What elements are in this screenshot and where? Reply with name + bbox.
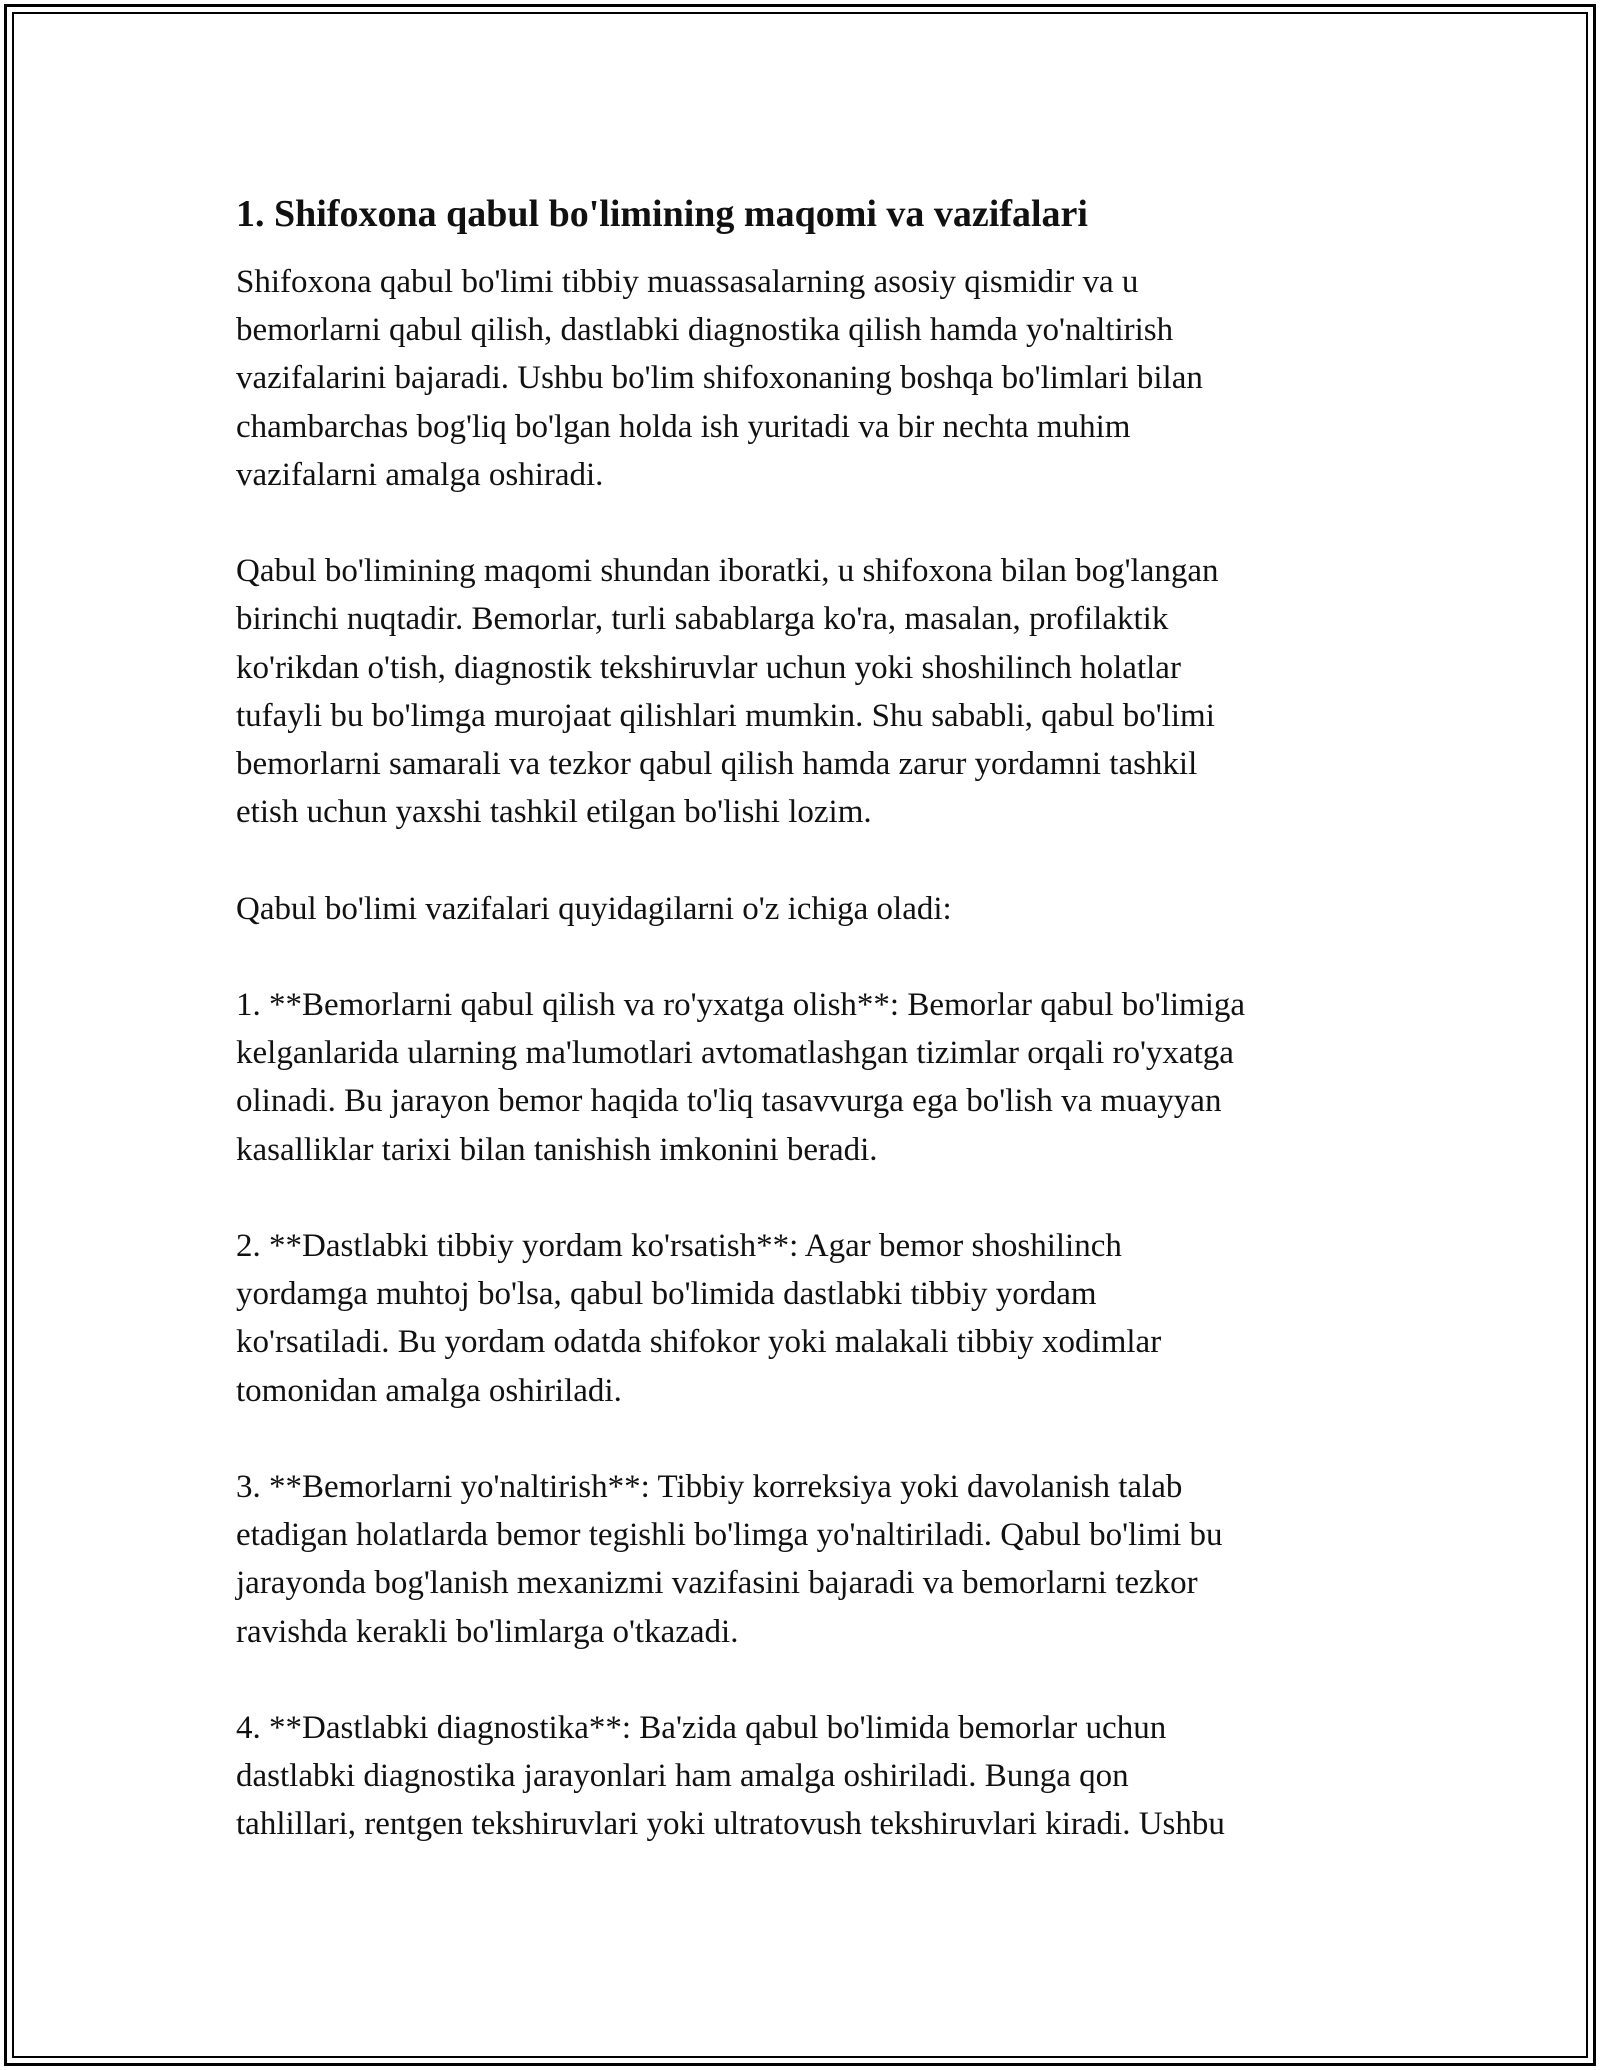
paragraph-status: Qabul bo'limining maqomi shundan iboratki, u shifoxona bilan bog'langan birinchi nuqtadir. Bemorlar, turli sabablarga ko'ra, masalan, profilaktik ko'rikdan o'tish, diagnostik tekshiruvlar uchun yoki shoshilinch holatlar tufayli bu bo'limga murojaat qilishlari mumkin. Shu sababli, qabul bo'limi bemorlarni samarali va tezkor qabul qilish hamda zarur yordamni tashkil etish uchun yaxshi tashkil etilgan bo'lishi lozim.	[236, 553, 1219, 831]
list-item-first-aid: 2. **Dastlabki tibbiy yordam ko'rsatish**: Agar bemor shoshilinch yordamga muhtoj bo'lsa, qabul bo'limida dastlabki tibbiy yordam ko'rsatiladi. Bu yordam odatda shifokor yoki malakali tibbiy xodimlar tomonidan amalga oshiriladi.	[236, 1228, 1162, 1409]
paragraph-tasks-intro: Qabul bo'limi vazifalari quyidagilarni o'z ichiga oladi:	[236, 890, 952, 927]
list-item-registration: 1. **Bemorlarni qabul qilish va ro'yxatga olish**: Bemorlar qabul bo'limiga kelganlarida ularning ma'lumotlari avtomatlashgan tizimlar orqali ro'yxatga olinadi. Bu jarayon bemor haqida to'liq tasavvurga ega bo'lish va muayyan kasalliklar tarixi bilan tanishish imkonini beradi.	[236, 987, 1246, 1168]
list-item-diagnostics: 4. **Dastlabki diagnostika**: Ba'zida qabul bo'limida bemorlar uchun dastlabki diagnostika jarayonlari ham amalga oshiriladi. Bunga qon tahlillari, rentgen tekshiruvlari yoki ultratovush tekshiruvlari kiradi. Ushbu	[236, 1710, 1225, 1843]
paragraph-intro: Shifoxona qabul bo'limi tibbiy muassasalarning asosiy qismidir va u bemorlarni qabul qilish, dastlabki diagnostika qilish hamda yo'naltirish vazifalarini bajaradi. Ushbu bo'lim shifoxonaning boshqa bo'limlari bilan chambarchas bog'liq bo'lgan holda ish yuritadi va bir nechta muhim vazifalarni amalga oshiradi.	[236, 264, 1203, 493]
list-item-referral: 3. **Bemorlarni yo'naltirish**: Tibbiy korreksiya yoki davolanish talab etadigan holatlarda bemor tegishli bo'limga yo'naltiriladi. Qabul bo'limi bu jarayonda bog'lanish mexanizmi vazifasini bajaradi va bemorlarni tezkor ravishda kerakli bo'limlarga o'tkazadi.	[236, 1469, 1223, 1650]
section-heading: 1. Shifoxona qabul bo'limining maqomi va vazifalari	[236, 193, 1088, 235]
document-body	[236, 186, 1376, 1849]
